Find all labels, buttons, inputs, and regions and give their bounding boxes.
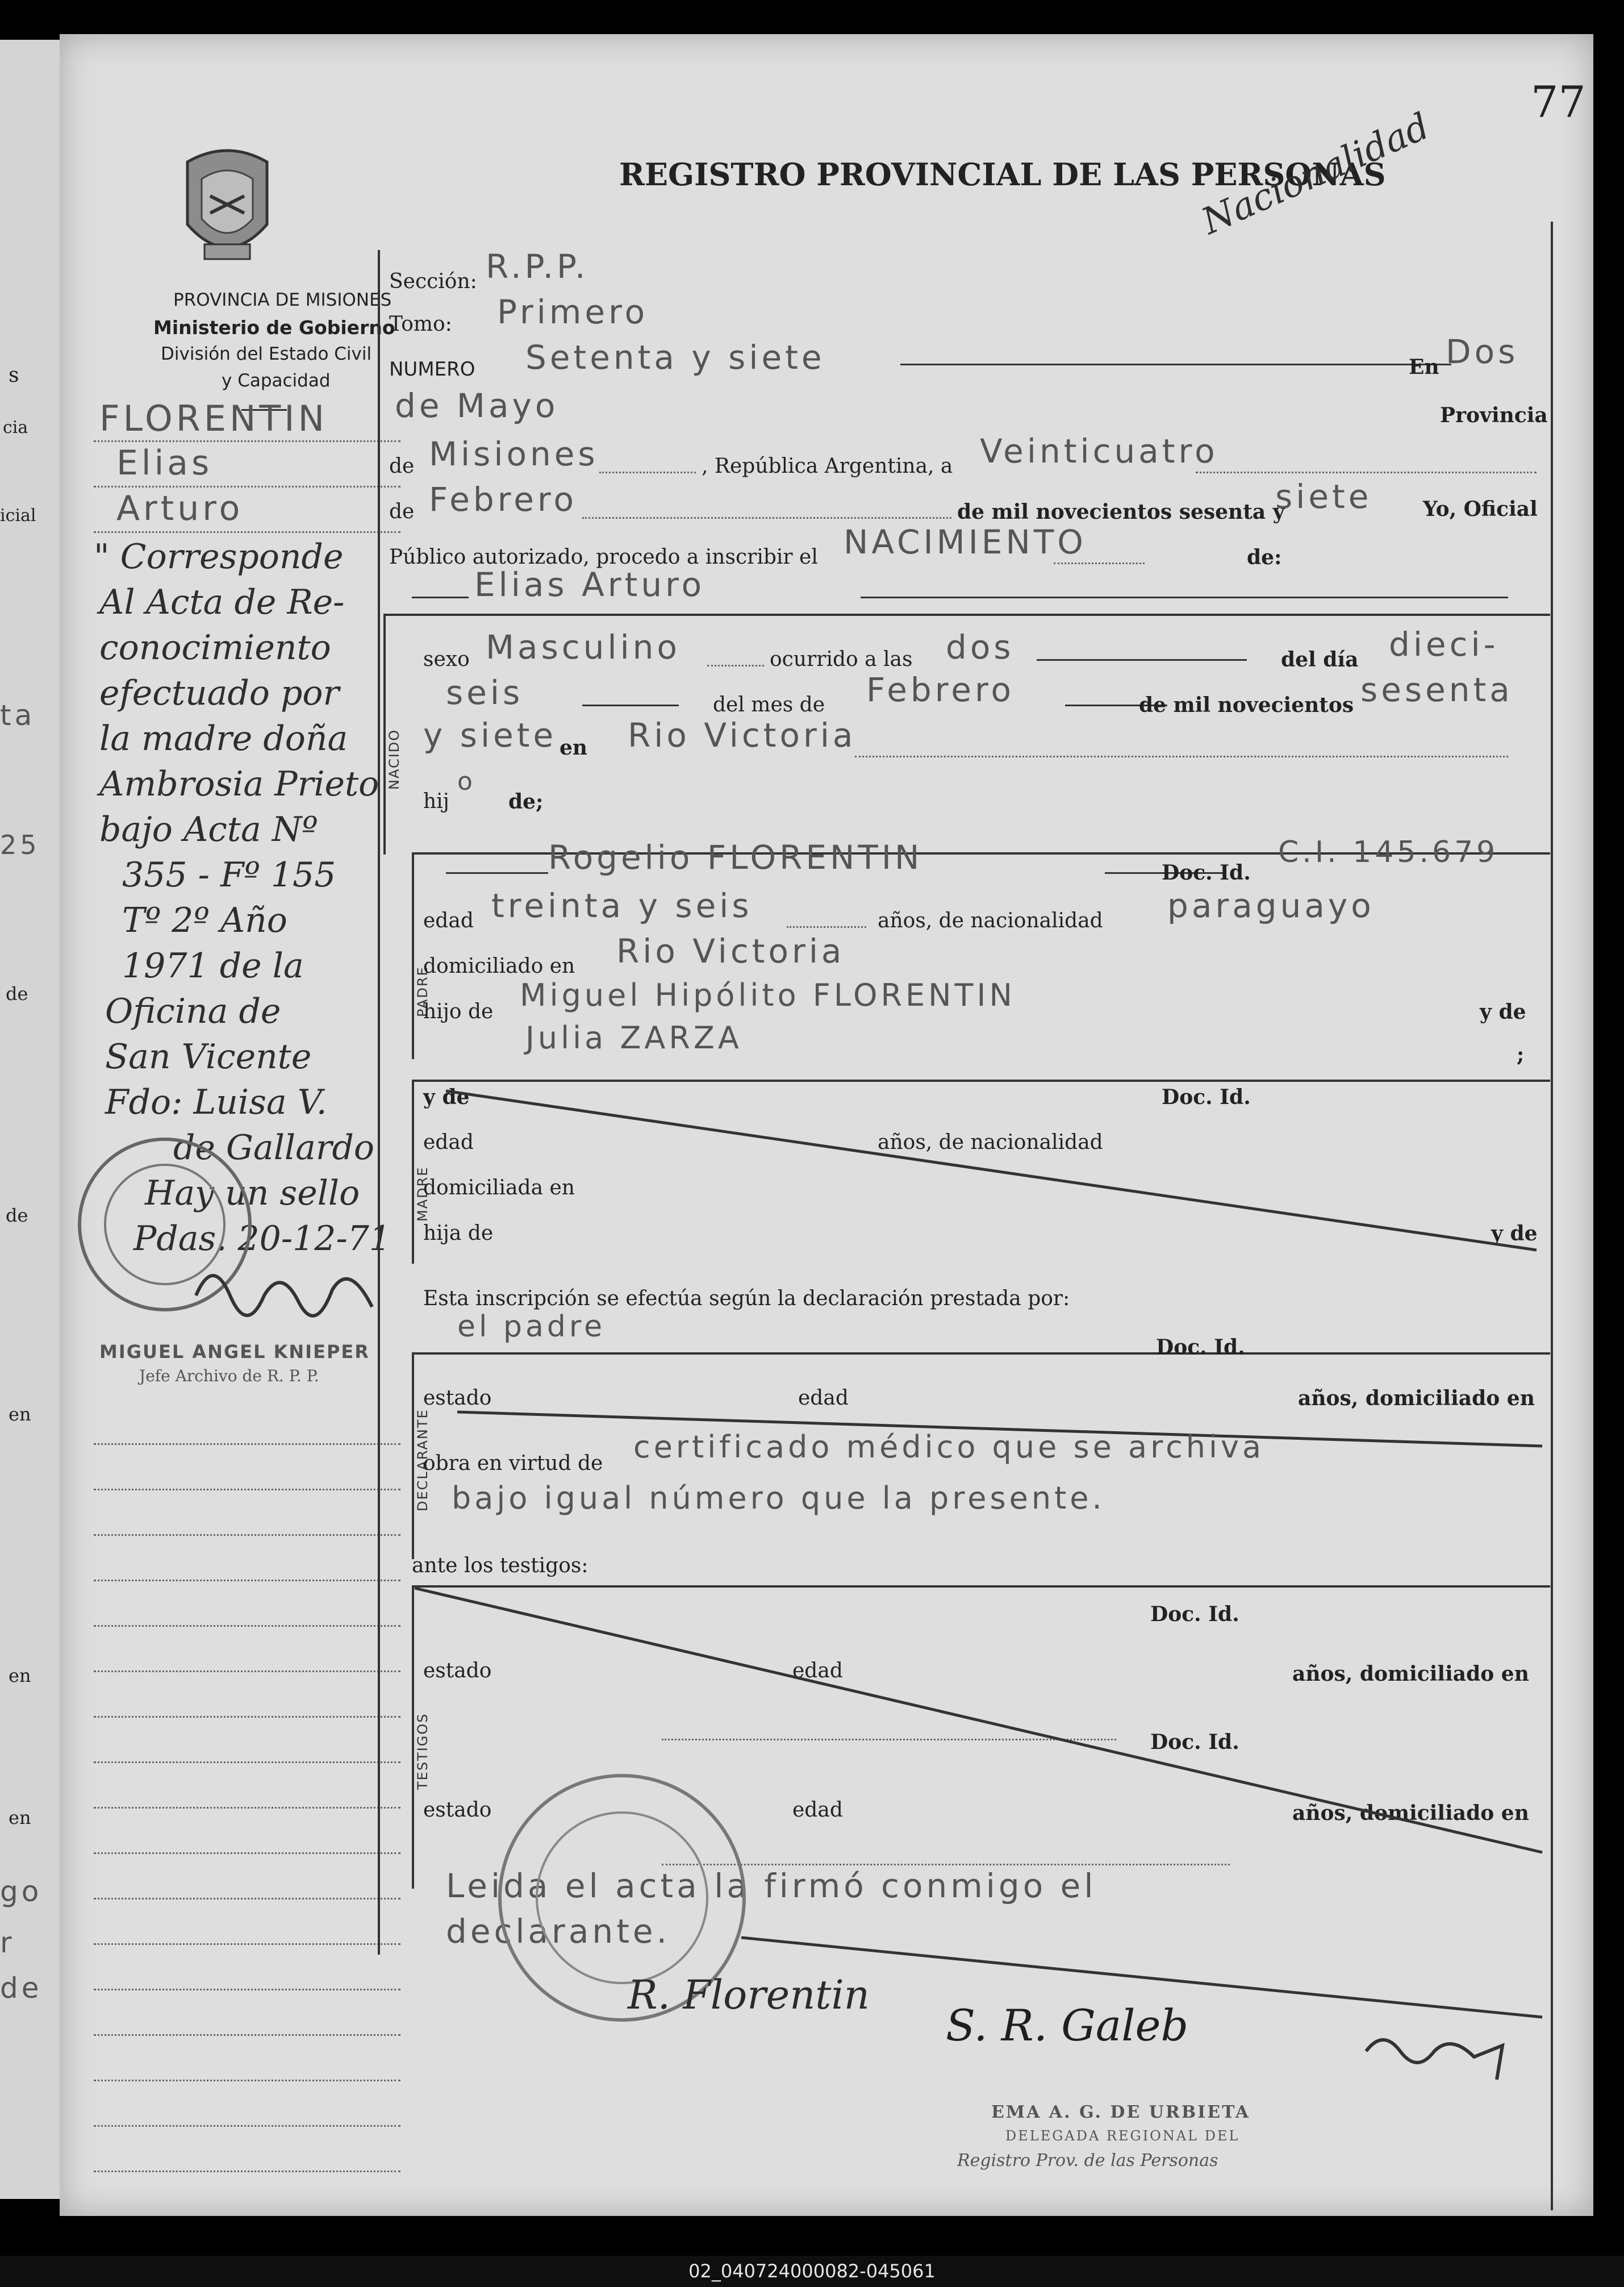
witness1-estado-label: estado [423, 1659, 492, 1682]
declarant-estado-label: estado [423, 1386, 492, 1410]
hour-value: dos [946, 628, 1015, 666]
margin-note-line: Al Acta de Re- [99, 582, 345, 622]
margin-rule [94, 1443, 400, 1445]
birth-day-value-cont: seis [446, 673, 524, 712]
tomo-label: Tomo: [389, 313, 452, 336]
day-value: Veinticuatro [980, 432, 1218, 470]
capacity-line: y Capacidad [222, 370, 331, 391]
margin-signature [190, 1244, 378, 1330]
left-fragment: ta [0, 699, 36, 732]
fill-line [599, 472, 696, 473]
closing-line-2: declarante. [446, 1912, 671, 1951]
witness2-estado-label: estado [423, 1798, 492, 1822]
mother-domicilio-label: domiciliada en [423, 1176, 575, 1199]
margin-note-line: efectuado por [99, 673, 340, 713]
mother-y-de2-label: y de [1491, 1222, 1538, 1245]
hijo-suffix: o [457, 767, 476, 796]
fill-line [412, 597, 469, 598]
de3-label: de: [1247, 545, 1282, 569]
fill-line [900, 364, 1451, 365]
left-fragment: en [9, 1665, 31, 1686]
margin-note-line: Ambrosia Prieto [99, 764, 379, 804]
tomo-value: Primero [497, 293, 649, 331]
fill-line [787, 926, 866, 928]
margin-note-line: Pdas. 20-12-71 [133, 1219, 391, 1259]
margin-note-line: " Corresponde [94, 537, 344, 577]
fill-line [1196, 472, 1537, 473]
en-label: En [1409, 355, 1439, 379]
margin-rule [94, 531, 400, 533]
father-y-de-label: y de [1480, 1000, 1526, 1024]
left-fragment: icial [0, 506, 36, 526]
birth-day-value: dieci- [1389, 625, 1499, 664]
form-right-border [1551, 222, 1553, 2210]
fill-line [861, 597, 1508, 598]
margin-note-line: San Vicente [105, 1037, 312, 1077]
birth-month-value: Febrero [866, 670, 1015, 709]
sexo-label: sexo [423, 648, 470, 671]
mother-y-de-label: y de [423, 1085, 470, 1109]
mother-doc-label: Doc. Id. [1162, 1085, 1251, 1109]
footer-id: 02_040724000082-045061 [688, 2260, 936, 2282]
seccion-value: R.P.P. [486, 247, 589, 286]
left-fragment: de [6, 983, 28, 1005]
en-value: Dos [1446, 332, 1519, 371]
father-domicilio-label: domiciliado en [423, 955, 575, 978]
paternal-grandfather: Miguel Hipólito FLORENTIN [520, 977, 1016, 1013]
fill-line [707, 665, 764, 666]
margin-note-line: bajo Acta Nº [99, 810, 318, 849]
publico-label: Público autorizado, procedo a inscribir el [389, 545, 818, 569]
footer-bar [0, 2256, 1624, 2287]
obra-value-cont: bajo igual número que la presente. [452, 1480, 1105, 1516]
margin-rule [94, 1943, 400, 1945]
birth-year-value-cont: y siete [423, 716, 557, 755]
left-facing-page [0, 40, 68, 2199]
fill-line [855, 756, 1508, 757]
margin-note-line: Oficina de [105, 992, 281, 1031]
margin-rule [94, 1671, 400, 1672]
declarant-domicilio-label: años, domiciliado en [1298, 1386, 1535, 1410]
father-name: Rogelio FLORENTIN [548, 838, 923, 877]
left-fragment: r [0, 1926, 15, 1959]
mes-label: del mes de [713, 693, 825, 716]
closing-line-1: Leida el acta la firmó conmigo el [446, 1867, 1097, 1905]
margin-rule [94, 1625, 400, 1627]
fill-line [582, 705, 679, 706]
left-fragment: de [6, 1205, 28, 1226]
witness1-edad-label: edad [792, 1659, 843, 1682]
margin-rule [94, 1716, 400, 1718]
margin-note-line: la madre doña [99, 719, 348, 759]
margin-rule [94, 1898, 400, 1899]
official-stamp-line1: EMA A. G. DE URBIETA [991, 2102, 1251, 2122]
numero-value: Setenta y siete [525, 338, 825, 377]
father-age-value: treinta y seis [491, 886, 753, 925]
margin-rule [94, 1807, 400, 1809]
obra-value: certificado médico que se archiva [633, 1429, 1265, 1465]
obra-label: obra en virtud de [423, 1452, 603, 1475]
act-type-value: NACIMIENTO [844, 523, 1087, 561]
testigos-intro: ante los testigos: [412, 1554, 588, 1577]
de-label: de [389, 455, 415, 478]
ministry-line: Ministerio de Gobierno [153, 316, 395, 339]
provincia-value: Misiones [429, 435, 599, 473]
fill-line [446, 872, 548, 874]
witness1-doc-label: Doc. Id. [1150, 1602, 1239, 1626]
father-semicolon: ; [1517, 1043, 1525, 1067]
margin-given-name-2: Arturo [116, 489, 244, 528]
fill-line [1054, 563, 1145, 564]
declarant-doc-label: Doc. Id. [1156, 1335, 1245, 1359]
province-line: PROVINCIA DE MISIONES [173, 290, 392, 310]
republica-label: , República Argentina, a [702, 455, 953, 478]
testigos-section-label: TESTIGOS [415, 1713, 431, 1790]
birth-year-value: sesenta [1360, 670, 1513, 709]
official-signature: S. R. Galeb [946, 2000, 1189, 2051]
witness2-edad-label: edad [792, 1798, 843, 1822]
witness2-doc-label: Doc. Id. [1150, 1730, 1239, 1754]
nacido-section-label: NACIDO [386, 728, 402, 790]
margin-rule [94, 2125, 400, 2127]
declarant-value: el padre [457, 1310, 606, 1344]
fill-line [1037, 659, 1247, 661]
mil-novecientos-label: de mil novecientos [1139, 693, 1354, 717]
madre-cancel-line [412, 1080, 1548, 1261]
yo-oficial-label: Yo, Oficial [1423, 497, 1538, 521]
margin-note-line: Hay un sello [145, 1173, 360, 1213]
annotation-nacionalidad: Nacionalidad [1196, 105, 1436, 243]
declarante-intro: Esta inscripción se efectúa según la declaración prestada por: [423, 1287, 1070, 1310]
father-hijo-de-label: hijo de [423, 1000, 494, 1023]
numero-label: NUMERO [389, 358, 475, 381]
left-fragment: en [9, 1807, 31, 1828]
margin-note-line: de Gallardo [173, 1128, 375, 1168]
dia-label: del día [1281, 648, 1359, 672]
father-edad-label: edad [423, 909, 474, 932]
mil-label: de mil novecientos sesenta y [957, 500, 1285, 524]
margin-stamp-name: MIGUEL ANGEL KNIEPER [99, 1341, 370, 1363]
birth-place-value: Rio Victoria [628, 716, 857, 755]
date-month-value: de Mayo [395, 386, 559, 425]
declarante-section-label: DECLARANTE [415, 1409, 431, 1511]
father-nacionalidad-label: años, de nacionalidad [878, 909, 1103, 932]
register-page [60, 34, 1593, 2216]
margin-rule [94, 486, 400, 488]
year-value: siete [1275, 477, 1372, 516]
left-fragment: go [0, 1875, 43, 1908]
provincia-label: Provincia [1440, 403, 1548, 427]
madre-section-label: MADRE [415, 1166, 431, 1222]
father-doc-label: Doc. Id. [1162, 861, 1251, 885]
ocurrido-label: ocurrido a las [770, 648, 913, 671]
father-doc-value: C.I. 145.679 [1278, 835, 1499, 869]
mother-nacionalidad-label: años, de nacionalidad [878, 1131, 1103, 1154]
margin-rule [94, 2034, 400, 2036]
margin-note-line: 1971 de la [122, 946, 304, 986]
padre-section-label: PADRE [415, 966, 431, 1017]
father-nationality-value: paraguayo [1167, 886, 1375, 925]
paternal-grandmother: Julia ZARZA [525, 1020, 742, 1056]
witness2-domicilio-label: años, domiciliado en [1292, 1801, 1529, 1825]
margin-rule [94, 1989, 400, 1990]
provincial-emblem [176, 139, 278, 281]
left-fragment: en [9, 1403, 31, 1425]
official-stamp-line2: DELEGADA REGIONAL DEL [1005, 2128, 1240, 2144]
form-left-border [378, 250, 380, 1955]
month-value: Febrero [429, 480, 578, 519]
declarant-edad-label: edad [798, 1386, 849, 1410]
margin-rule [94, 1761, 400, 1763]
hijo-label: hij [423, 790, 449, 813]
margin-stamp-title: Jefe Archivo de R. P. P. [139, 1367, 319, 1385]
margin-rule [94, 1489, 400, 1490]
page-number: 77 [1531, 77, 1586, 127]
signature-flourish [1360, 2011, 1519, 2085]
declarant-signature: R. Florentin [628, 1972, 870, 2018]
margin-note-line: 355 - Fº 155 [122, 855, 336, 895]
margin-note-line: Fdo: Luisa V. [105, 1082, 327, 1122]
en-birth-label: en [560, 736, 588, 760]
margin-note-line: conocimiento [99, 628, 331, 668]
margin-rule [94, 1534, 400, 1536]
margin-surname: FLORENTIN [99, 398, 328, 439]
register-title: REGISTRO PROVINCIAL DE LAS PERSONAS [619, 156, 1386, 193]
margin-rule [94, 1580, 400, 1581]
seccion-label: Sección: [389, 270, 477, 293]
margin-rule [94, 440, 400, 442]
margin-rule [94, 2080, 400, 2081]
official-stamp-line3: Registro Prov. de las Personas [957, 2151, 1218, 2171]
registrant-name: Elias Arturo [474, 565, 705, 604]
de-parents-label: de; [508, 790, 544, 814]
margin-rule [94, 2171, 400, 2172]
division-line: División del Estado Civil [161, 344, 372, 364]
margin-note-line: Tº 2º Año [122, 901, 287, 940]
left-fragment: s [9, 364, 19, 387]
left-fragment: cia [3, 418, 28, 438]
fill-line [582, 517, 951, 519]
left-fragment: de [0, 1972, 43, 2005]
witness1-domicilio-label: años, domiciliado en [1292, 1662, 1529, 1686]
mother-hija-de-label: hija de [423, 1222, 494, 1245]
father-domicile-value: Rio Victoria [616, 932, 845, 970]
margin-rule [94, 1852, 400, 1854]
mother-edad-label: edad [423, 1131, 474, 1154]
sexo-value: Masculino [486, 628, 681, 666]
margin-given-name-1: Elias [116, 443, 213, 483]
de2-label: de [389, 500, 415, 523]
left-fragment: 25 [0, 830, 40, 860]
